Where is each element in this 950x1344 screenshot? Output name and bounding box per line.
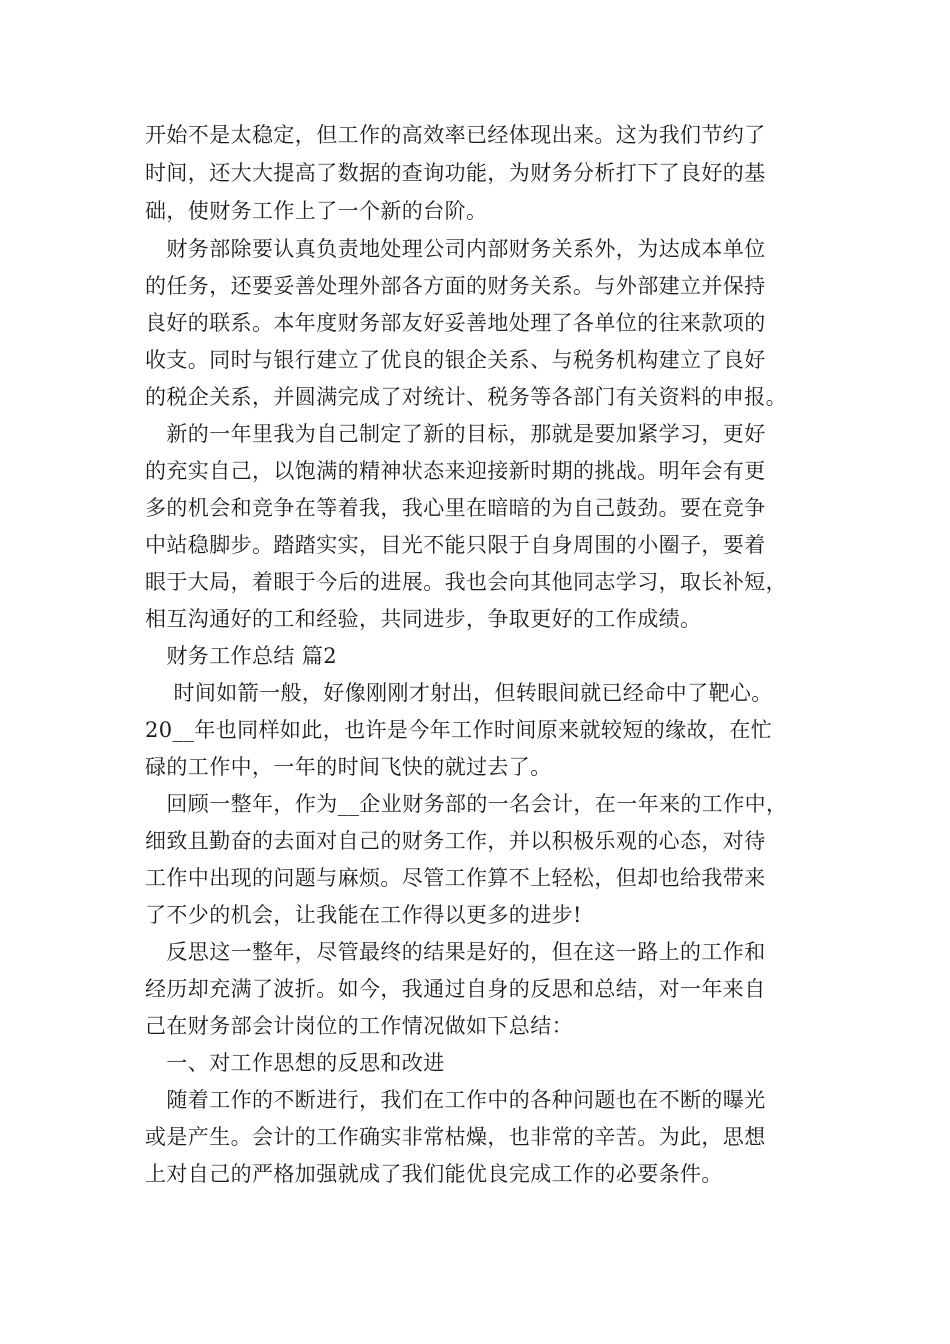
text-line: 财务部除要认真负责地处理公司内部财务关系外，为达成本单位 — [145, 237, 766, 261]
text-line: 的任务，还要妥善处理外部各方面的财务关系。与外部建立并保持 — [145, 274, 766, 298]
text-line: 工作中出现的问题与麻烦。尽管工作算不上轻松，但却也给我带来 — [145, 866, 766, 890]
text-line: 收支。同时与银行建立了优良的银企关系、与税务机构建立了良好 — [145, 348, 766, 372]
subsection-heading: 一、对工作思想的反思和改进 — [145, 1051, 445, 1075]
text-line: 多的机会和竞争在等着我，我心里在暗暗的为自己鼓劲。要在竞争 — [145, 496, 766, 520]
text-line: 的充实自己，以饱满的精神状态来迎接新时期的挑战。明年会有更 — [145, 459, 766, 483]
text-line: 己在财务部会计岗位的工作情况做如下总结： — [145, 1014, 573, 1038]
text-line: 20__年也同样如此，也许是今年工作时间原来就较短的缘故，在忙 — [145, 718, 773, 742]
text-line: 相互沟通好的工和经验，共同进步，争取更好的工作成绩。 — [145, 607, 702, 631]
text-line: 经历却充满了波折。如今，我通过自身的反思和总结，对一年来自 — [145, 977, 766, 1001]
text-line: 开始不是太稳定，但工作的高效率已经体现出来。这为我们节约了 — [145, 123, 766, 147]
text-line: 时间如箭一般，好像刚刚才射出，但转眼间就已经命中了靶心。 — [145, 681, 773, 705]
text-line: 随着工作的不断进行，我们在工作中的各种问题也在不断的曝光 — [145, 1088, 766, 1112]
text-line: 或是产生。会计的工作确实非常枯燥，也非常的辛苦。为此，思想 — [145, 1125, 766, 1149]
text-line: 上对自己的严格加强就成了我们能优良完成工作的必要条件。 — [145, 1162, 723, 1186]
text-line: 良好的联系。本年度财务部友好妥善地处理了各单位的往来款项的 — [145, 311, 766, 335]
text-line: 的税企关系，并圆满完成了对统计、税务等各部门有关资料的申报。 — [145, 385, 787, 409]
text-line: 眼于大局，着眼于今后的进展。我也会向其他同志学习，取长补短， — [145, 570, 787, 594]
text-line: 回顾一整年，作为__企业财务部的一名会计，在一年来的工作中， — [145, 792, 788, 816]
text-line: 时间，还大大提高了数据的查询功能，为财务分析打下了良好的基 — [145, 161, 766, 185]
text-line: 础，使财务工作上了一个新的台阶。 — [145, 199, 488, 223]
text-line: 新的一年里我为自己制定了新的目标，那就是要加紧学习，更好 — [145, 422, 766, 446]
text-line: 反思这一整年，尽管最终的结果是好的，但在这一路上的工作和 — [145, 940, 766, 964]
text-line: 了不少的机会，让我能在工作得以更多的进步! — [145, 903, 582, 927]
text-line: 细致且勤奋的去面对自己的财务工作，并以积极乐观的心态，对待 — [145, 829, 766, 853]
section-heading: 财务工作总结 篇2 — [145, 644, 338, 668]
text-line: 碌的工作中，一年的时间飞快的就过去了。 — [145, 755, 552, 779]
text-line: 中站稳脚步。踏踏实实，目光不能只限于自身周围的小圈子，要着 — [145, 533, 766, 557]
